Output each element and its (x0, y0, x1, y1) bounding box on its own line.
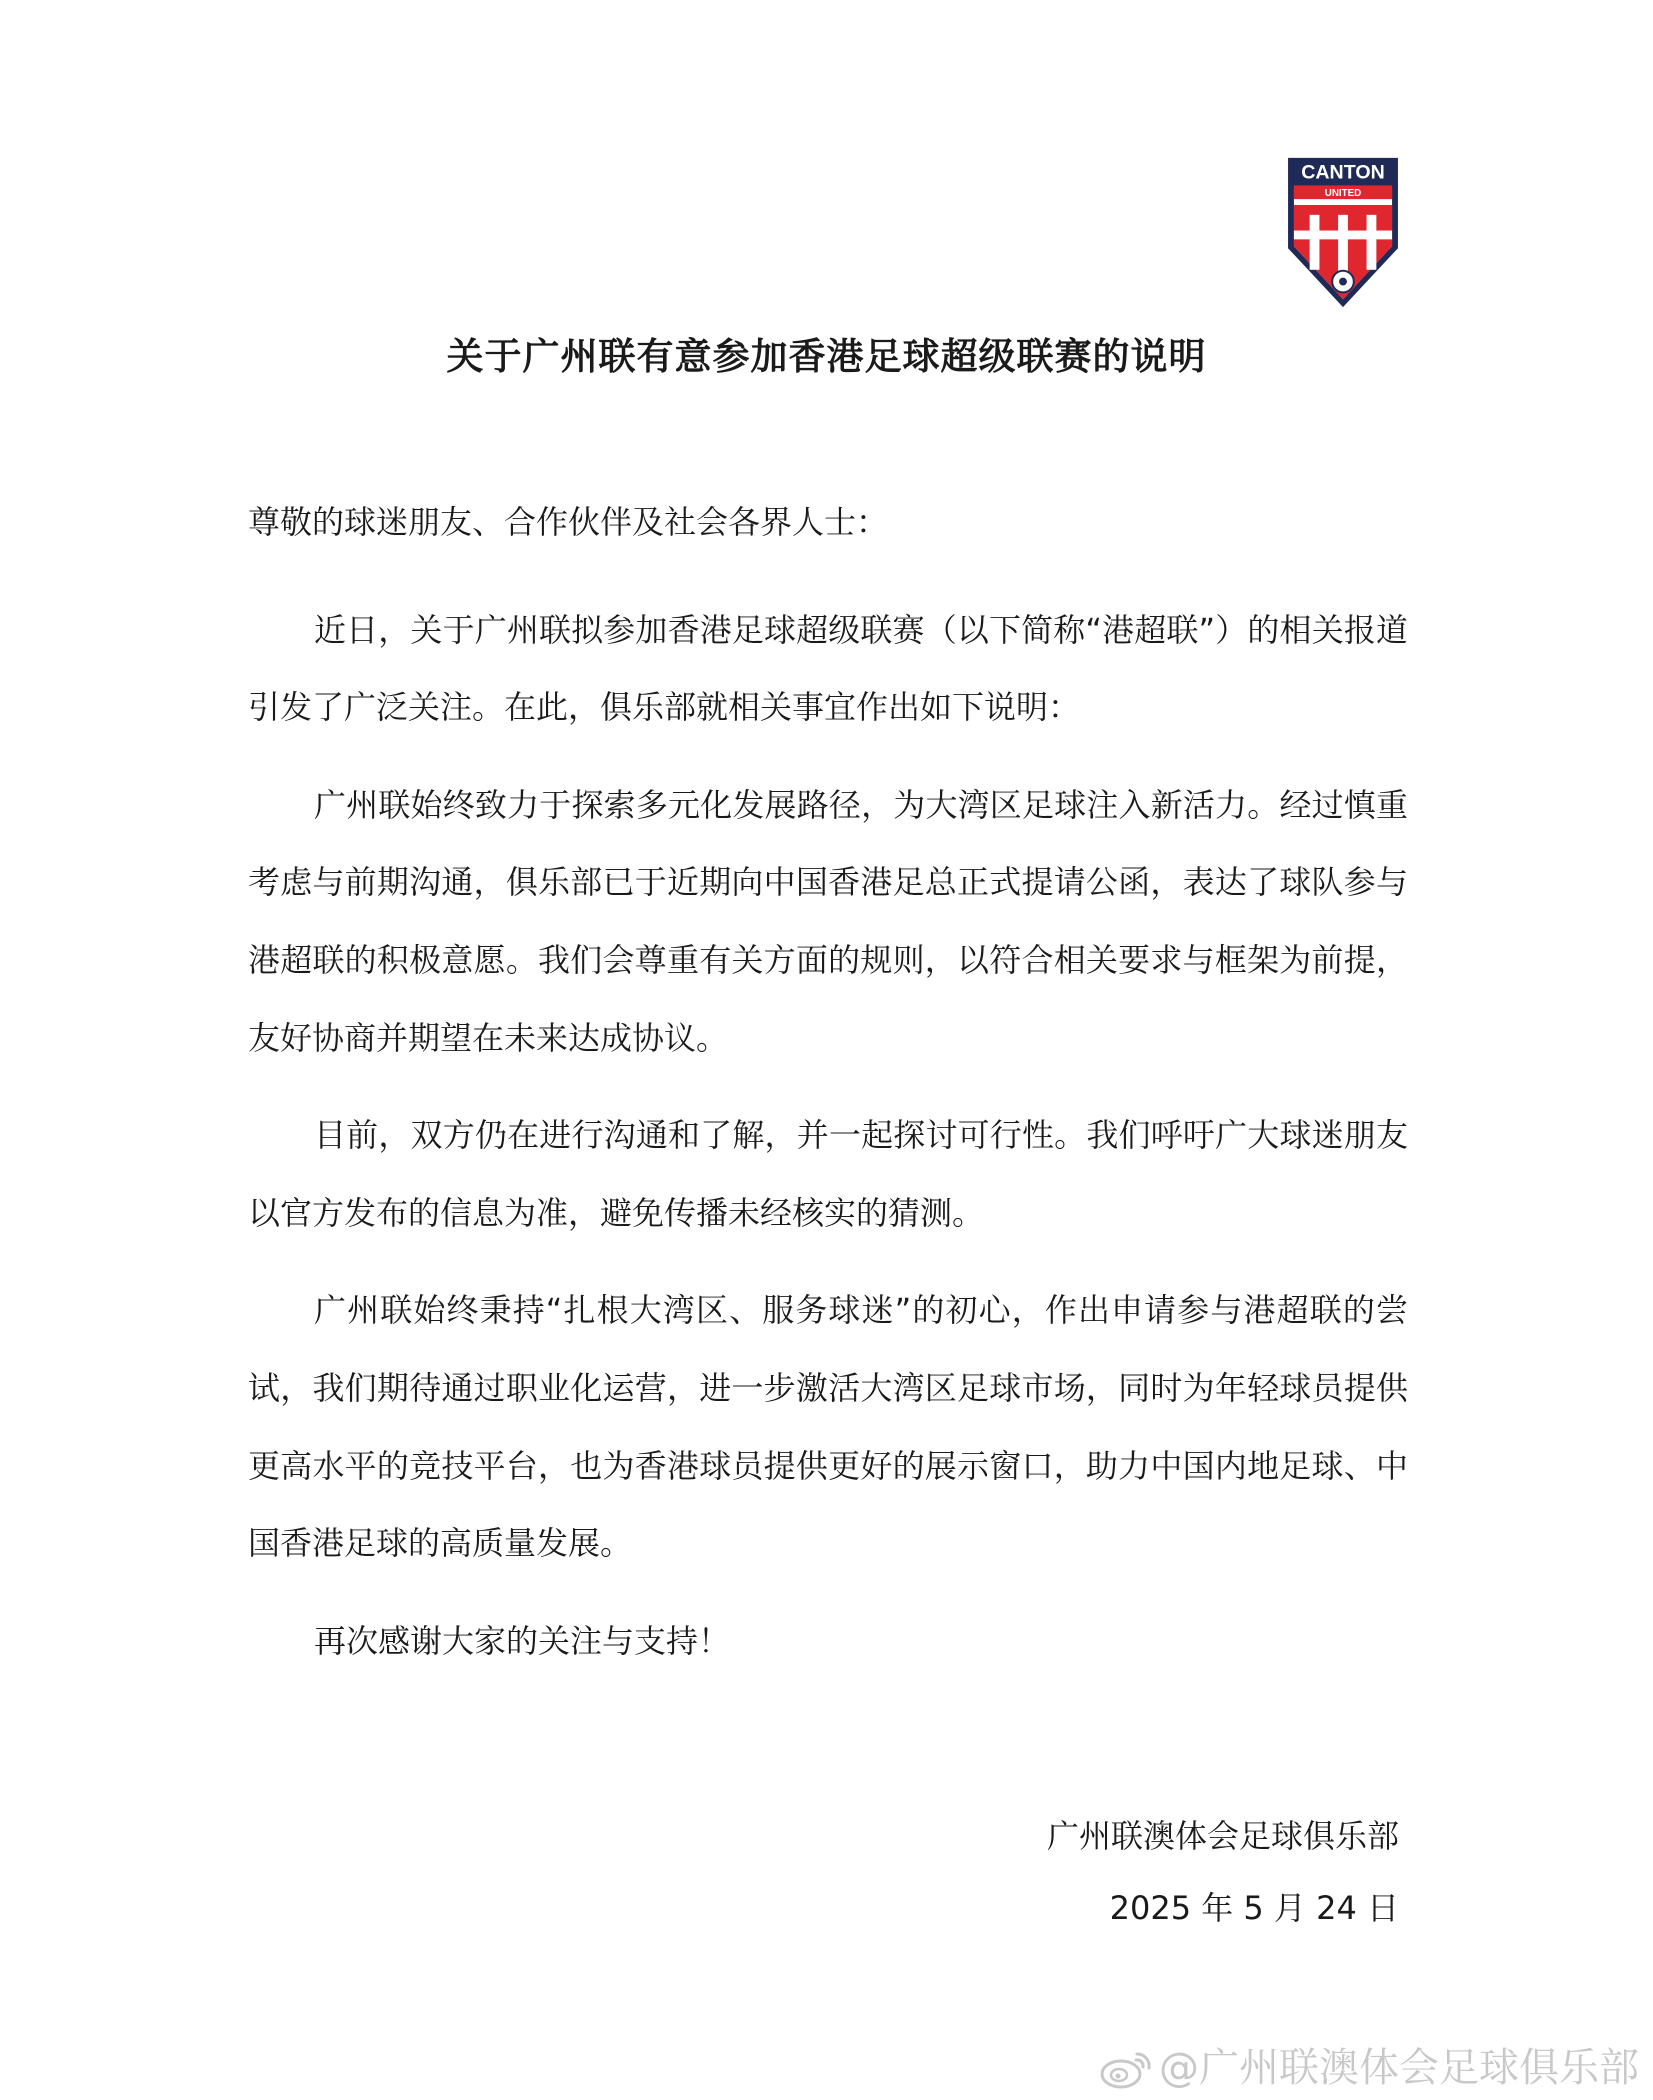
signature-block (1047, 1800, 1399, 1944)
paragraph-5: 再次感谢大家的关注与支持！ (314, 1621, 731, 1660)
weibo-watermark (1099, 2040, 1639, 2096)
canton-united-logo (1284, 154, 1402, 311)
salutation: 尊敬的球迷朋友、合作伙伴及社会各界人士： (248, 503, 889, 541)
watermark-text: @广州联澳体会足球俱乐部 (1159, 2045, 1639, 2091)
paragraph-3: 目前，双方仍在进行沟通和了解，并一起探讨可行性。我们呼吁广大球迷朋友以官方发布的信息为准，避免传播未经核实的猜测。 (248, 1116, 1408, 1232)
signature-organization: 广州联澳体会足球俱乐部 (1046, 1817, 1399, 1855)
document-title: 关于广州联有意参加香港足球超级联赛的说明 (446, 335, 1207, 378)
paragraph-2: 广州联始终致力于探索多元化发展路径，为大湾区足球注入新活力。经过慎重考虑与前期沟通，俱乐部已于近期向中国香港足总正式提请公函，表达了球队参与港超联的积极意愿。我们会尊重有关方面的规则，以符合相关要求与框架为前提，友好协商并期望在未来达成协议。 (248, 785, 1408, 1057)
signature-date: 2025 年 5 月 24 日 (1109, 1889, 1399, 1927)
logo-text-united: UNITED (1324, 188, 1362, 200)
logo-text-canton: CANTON (1301, 161, 1385, 184)
weibo-icon (1099, 2046, 1153, 2090)
paragraph-4: 广州联始终秉持“扎根大湾区、服务球迷”的初心，作出申请参与港超联的尝试，我们期待通过职业化运营，进一步激活大湾区足球市场，同时为年轻球员提供更高水平的竞技平台，也为香港球员提供更好的展示窗口，助力中国内地足球、中国香港足球的高质量发展。 (248, 1291, 1408, 1563)
document-body (248, 484, 1408, 1700)
paragraph-1: 近日，关于广州联拟参加香港足球超级联赛（以下简称“港超联”）的相关报道引发了广泛关注。在此，俱乐部就相关事宜作出如下说明： (248, 610, 1408, 727)
